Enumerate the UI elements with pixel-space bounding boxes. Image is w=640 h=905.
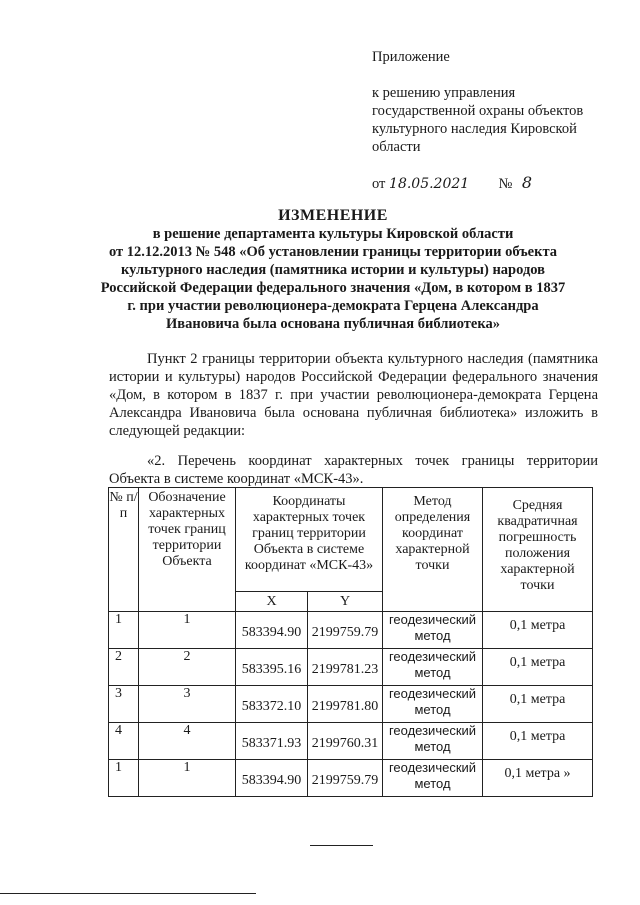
row-x: 583372.10 bbox=[236, 686, 308, 723]
row-y: 2199760.31 bbox=[308, 723, 383, 760]
row-accuracy: 0,1 метра bbox=[483, 612, 593, 649]
appendix-line-1: к решению управления bbox=[372, 85, 516, 101]
row-y: 2199759.79 bbox=[308, 760, 383, 797]
row-method: геодезический метод bbox=[383, 612, 483, 649]
row-accuracy: 0,1 метра bbox=[483, 723, 593, 760]
header-coordinates: Координаты характерных точек границ территории Объекта в системе координат «МСК-43» bbox=[236, 488, 383, 592]
row-x: 583371.93 bbox=[236, 723, 308, 760]
appendix-line-4: области bbox=[372, 139, 421, 155]
row-num: 1 bbox=[109, 760, 139, 797]
handwritten-date: 18.05.2021 bbox=[389, 176, 470, 192]
row-point: 1 bbox=[139, 760, 236, 797]
footer-divider bbox=[0, 893, 256, 894]
heading-title: ИЗМЕНЕНИЕ bbox=[278, 207, 388, 224]
row-num: 2 bbox=[109, 649, 139, 686]
row-point: 3 bbox=[139, 686, 236, 723]
row-point: 4 bbox=[139, 723, 236, 760]
row-accuracy: 0,1 метра bbox=[483, 686, 593, 723]
heading-line-1: в решение департамента культуры Кировской области bbox=[152, 226, 514, 242]
row-num: 3 bbox=[109, 686, 139, 723]
row-point: 1 bbox=[139, 612, 236, 649]
row-x: 583394.90 bbox=[236, 612, 308, 649]
closing-separator bbox=[310, 845, 373, 846]
appendix-line-3: культурного наследия Кировской bbox=[372, 121, 577, 137]
document-heading bbox=[98, 207, 568, 333]
heading-line-3: культурного наследия (памятника истории и культуры) народов bbox=[120, 262, 546, 278]
row-num: 4 bbox=[109, 723, 139, 760]
row-x: 583394.90 bbox=[236, 760, 308, 797]
heading-line-4: Российской Федерации федерального значения «Дом, в котором в 1837 bbox=[100, 280, 566, 296]
header-num: № п/п bbox=[109, 488, 139, 612]
heading-line-6: Ивановича была основана публичная библиотека» bbox=[166, 316, 500, 332]
row-method: геодезический метод bbox=[383, 760, 483, 797]
table-row bbox=[109, 612, 593, 649]
row-y: 2199759.79 bbox=[308, 612, 383, 649]
date-prefix: от bbox=[372, 176, 386, 192]
handwritten-number: 8 bbox=[521, 173, 533, 192]
row-x: 583395.16 bbox=[236, 649, 308, 686]
coordinates-table bbox=[108, 487, 593, 797]
row-method: геодезический метод bbox=[383, 686, 483, 723]
table-row bbox=[109, 649, 593, 686]
header-y: Y bbox=[308, 592, 383, 612]
heading-line-2: от 12.12.2013 № 548 «Об установлении границы территории объекта bbox=[108, 244, 558, 260]
body-paragraph-2 bbox=[109, 452, 598, 488]
row-accuracy: 0,1 метра bbox=[483, 649, 593, 686]
paragraph-2-text: «2. Перечень координат характерных точек границы территории Объекта в системе координат «МСК-43». bbox=[109, 453, 598, 487]
header-designation: Обозначение характерных точек границ территории Объекта bbox=[139, 488, 236, 612]
row-point: 2 bbox=[139, 649, 236, 686]
row-y: 2199781.80 bbox=[308, 686, 383, 723]
header-x: X bbox=[236, 592, 308, 612]
row-accuracy: 0,1 метра » bbox=[483, 760, 593, 797]
body-paragraph-1 bbox=[109, 350, 598, 440]
row-method: геодезический метод bbox=[383, 649, 483, 686]
table-row bbox=[109, 686, 593, 723]
number-sign: № bbox=[498, 176, 513, 192]
header-method: Метод определения координат характерной точки bbox=[383, 488, 483, 612]
appendix-title: Приложение bbox=[372, 49, 450, 65]
paragraph-1-text: Пункт 2 границы территории объекта культурного наследия (памятника истории и культуры) народов Российской Федерации федерального значения «Дом, в котором в 1837 г. при участии революционера-демократа Герцена Александра Ивановича была основана публичная библиотека» изложить в следующей редакции: bbox=[109, 351, 598, 439]
heading-line-5: г. при участии революционера-демократа Герцена Александра bbox=[127, 298, 539, 314]
row-num: 1 bbox=[109, 612, 139, 649]
appendix-date-row bbox=[372, 174, 532, 193]
table-row bbox=[109, 760, 593, 797]
row-method: геодезический метод bbox=[383, 723, 483, 760]
appendix-line-2: государственной охраны объектов bbox=[372, 103, 584, 119]
header-accuracy: Средняя квадратичная погрешность положения характерной точки bbox=[483, 488, 593, 612]
table-row bbox=[109, 723, 593, 760]
row-y: 2199781.23 bbox=[308, 649, 383, 686]
